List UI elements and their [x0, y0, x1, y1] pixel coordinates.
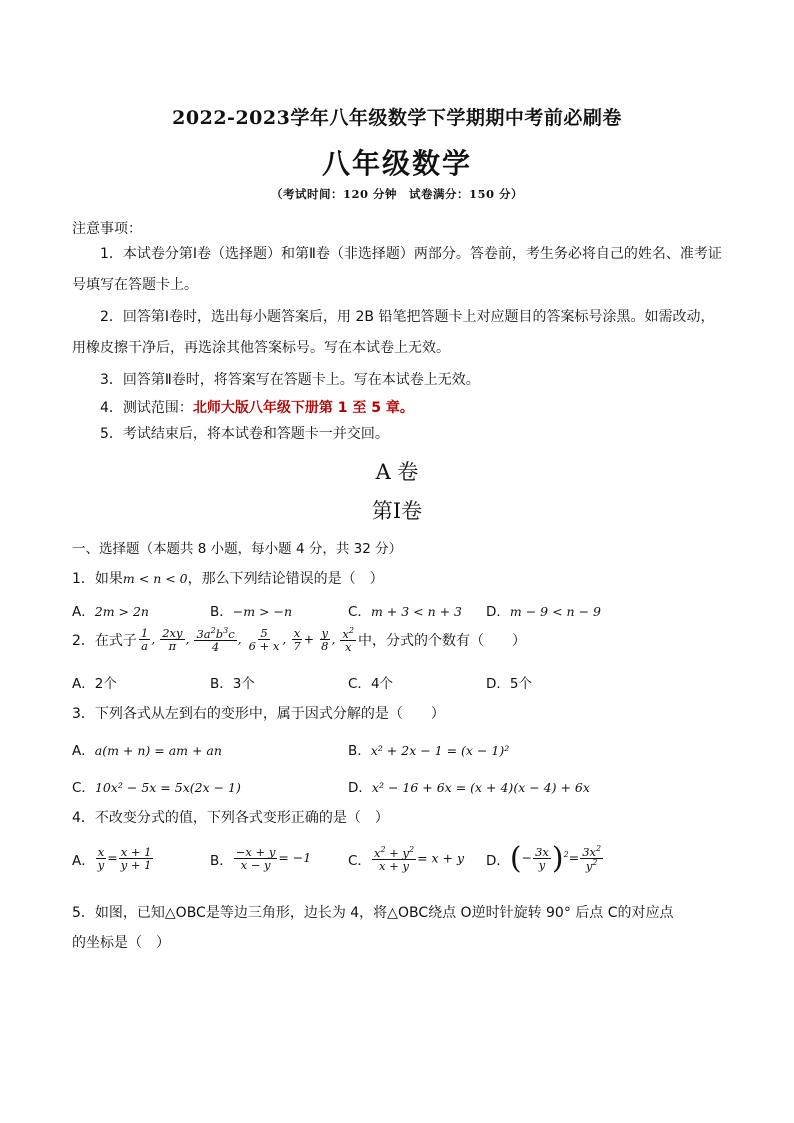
- option-text: 2个: [94, 676, 117, 692]
- option-expr: m − 9 < n − 9: [509, 604, 601, 619]
- option-label: C．: [72, 780, 95, 796]
- option-label: B．: [210, 676, 233, 692]
- option-expr: m + 3 < n + 3: [370, 604, 463, 619]
- q3-option-c[interactable]: [72, 776, 241, 796]
- question-4: 4．不改变分式的值，下列各式变形正确的是（ ）: [72, 810, 389, 826]
- option-label: A．: [72, 852, 95, 869]
- option-text: 3个: [232, 676, 255, 692]
- q2-expressions: $\frac{1}{a}$ , $\frac{2xy}{\pi}$ , $\frac{3a^2b^3c}{4}$ , $\frac{5}{6 + x}$ , $\frac{x}{7}$ + $\frac{y}{8}$ , $\frac{x^2}{x}$: [140, 626, 354, 654]
- notes-heading: 注意事项：: [72, 221, 142, 237]
- q2-suffix: 中，分式的个数有（ ）: [357, 632, 526, 649]
- option-expr: −m > −n: [232, 604, 293, 619]
- option-label: C．: [348, 852, 371, 869]
- q4-option-d[interactable]: [486, 841, 604, 876]
- question-2: [72, 627, 526, 653]
- q1-suffix: ，那么下列结论错误的是（ ）: [187, 571, 384, 587]
- option-expr: $\frac{x^2 + y^2}{x + y}$ = x + y: [373, 845, 465, 873]
- q4-option-a[interactable]: [72, 846, 155, 871]
- section-heading: 一、选择题（本题共 8 小题，每小题 4 分，共 32 分）: [72, 541, 403, 557]
- option-label: D．: [348, 780, 372, 796]
- question-5-line-2: 的坐标是（ ）: [72, 935, 170, 951]
- volume-1-heading: 第Ⅰ卷: [371, 499, 423, 523]
- option-expr: a(m + n) = am + an: [94, 743, 222, 758]
- question-5-line-1: 5．如图，已知△OBC是等边三角形，边长为 4，将△OBC绕点 O逆时针旋转 90° 后点 C的对应点: [72, 905, 674, 921]
- option-expr: 2m > 2n: [94, 604, 149, 619]
- note-5: 5．考试结束后，将本试卷和答题卡一并交回。: [100, 426, 389, 442]
- q2-option-c[interactable]: [348, 672, 393, 692]
- option-label: A．: [72, 743, 95, 759]
- q4-option-c[interactable]: [348, 846, 464, 872]
- option-text: 4个: [370, 676, 394, 692]
- exam-title: 2022-2023学年八年级数学下学期期中考前必刷卷: [172, 107, 622, 129]
- option-expr: $\frac{x}{y}$ = $\frac{x + 1}{y + 1}$: [97, 845, 152, 873]
- option-expr: x² + 2x − 1 = (x − 1)²: [370, 743, 510, 758]
- option-expr: 10x² − 5x = 5x(2x − 1): [94, 780, 241, 795]
- note-1: 1．本试卷分第Ⅰ卷（选择题）和第Ⅱ卷（非选择题）两部分。答卷前，考生务必将自己的姓名、准考证号填写在答题卡上。: [72, 246, 722, 293]
- option-expr: $\frac{-x + y}{x - y}$ = −1: [235, 845, 312, 873]
- option-label: D．: [486, 852, 510, 869]
- q3-option-a[interactable]: [72, 739, 222, 759]
- option-label: D．: [486, 604, 510, 620]
- question-3: 3．下列各式从左到右的变形中，属于因式分解的是（ ）: [72, 706, 445, 722]
- q2-option-a[interactable]: [72, 672, 117, 692]
- option-text: 5个: [509, 676, 532, 692]
- q3-option-b[interactable]: [348, 739, 509, 759]
- question-1: [72, 568, 384, 588]
- q3-option-d[interactable]: [348, 776, 590, 796]
- q1-condition: m < n < 0: [122, 571, 188, 586]
- q1-option-c[interactable]: [348, 600, 462, 620]
- option-label: A．: [72, 604, 95, 620]
- option-label: B．: [210, 852, 233, 869]
- option-label: A．: [72, 676, 95, 692]
- q1-option-d[interactable]: [486, 600, 601, 620]
- test-scope-highlight: 北师大版八年级下册第 1 至 5 章。: [192, 400, 414, 416]
- q2-option-b[interactable]: [210, 672, 255, 692]
- q1-option-a[interactable]: [72, 600, 149, 620]
- option-expr: x² − 16 + 6x = (x + 4)(x − 4) + 6x: [371, 780, 590, 795]
- exam-info: （考试时间：120 分钟 试卷满分：150 分）: [270, 187, 523, 201]
- note-3: 3．回答第Ⅱ卷时，将答案写在答题卡上。写在本试卷上无效。: [100, 372, 480, 388]
- q2-prefix: 2．在式子: [72, 632, 137, 649]
- option-label: B．: [348, 743, 371, 759]
- q1-prefix: 1．如果: [72, 571, 123, 587]
- option-label: B．: [210, 604, 233, 620]
- note-4-label: 4．测试范围：: [100, 400, 193, 416]
- q2-option-d[interactable]: [486, 672, 532, 692]
- q1-option-b[interactable]: [210, 600, 292, 620]
- subject-title: 八年级数学: [321, 147, 472, 180]
- note-2: 2．回答第Ⅰ卷时，选出每小题答案后，用 2B 铅笔把答题卡上对应题目的答案标号涂黑。如需改动，用橡皮擦干净后，再选涂其他答案标号。写在本试卷上无效。: [72, 309, 715, 356]
- option-label: D．: [486, 676, 510, 692]
- volume-a-heading: A 卷: [375, 460, 419, 484]
- option-label: C．: [348, 676, 371, 692]
- q4-option-b[interactable]: [210, 846, 311, 871]
- option-label: C．: [348, 604, 371, 620]
- option-expr: (− $\frac{3x}{y}$ )$^2$= $\frac{3x^2}{y^2}$: [509, 841, 602, 876]
